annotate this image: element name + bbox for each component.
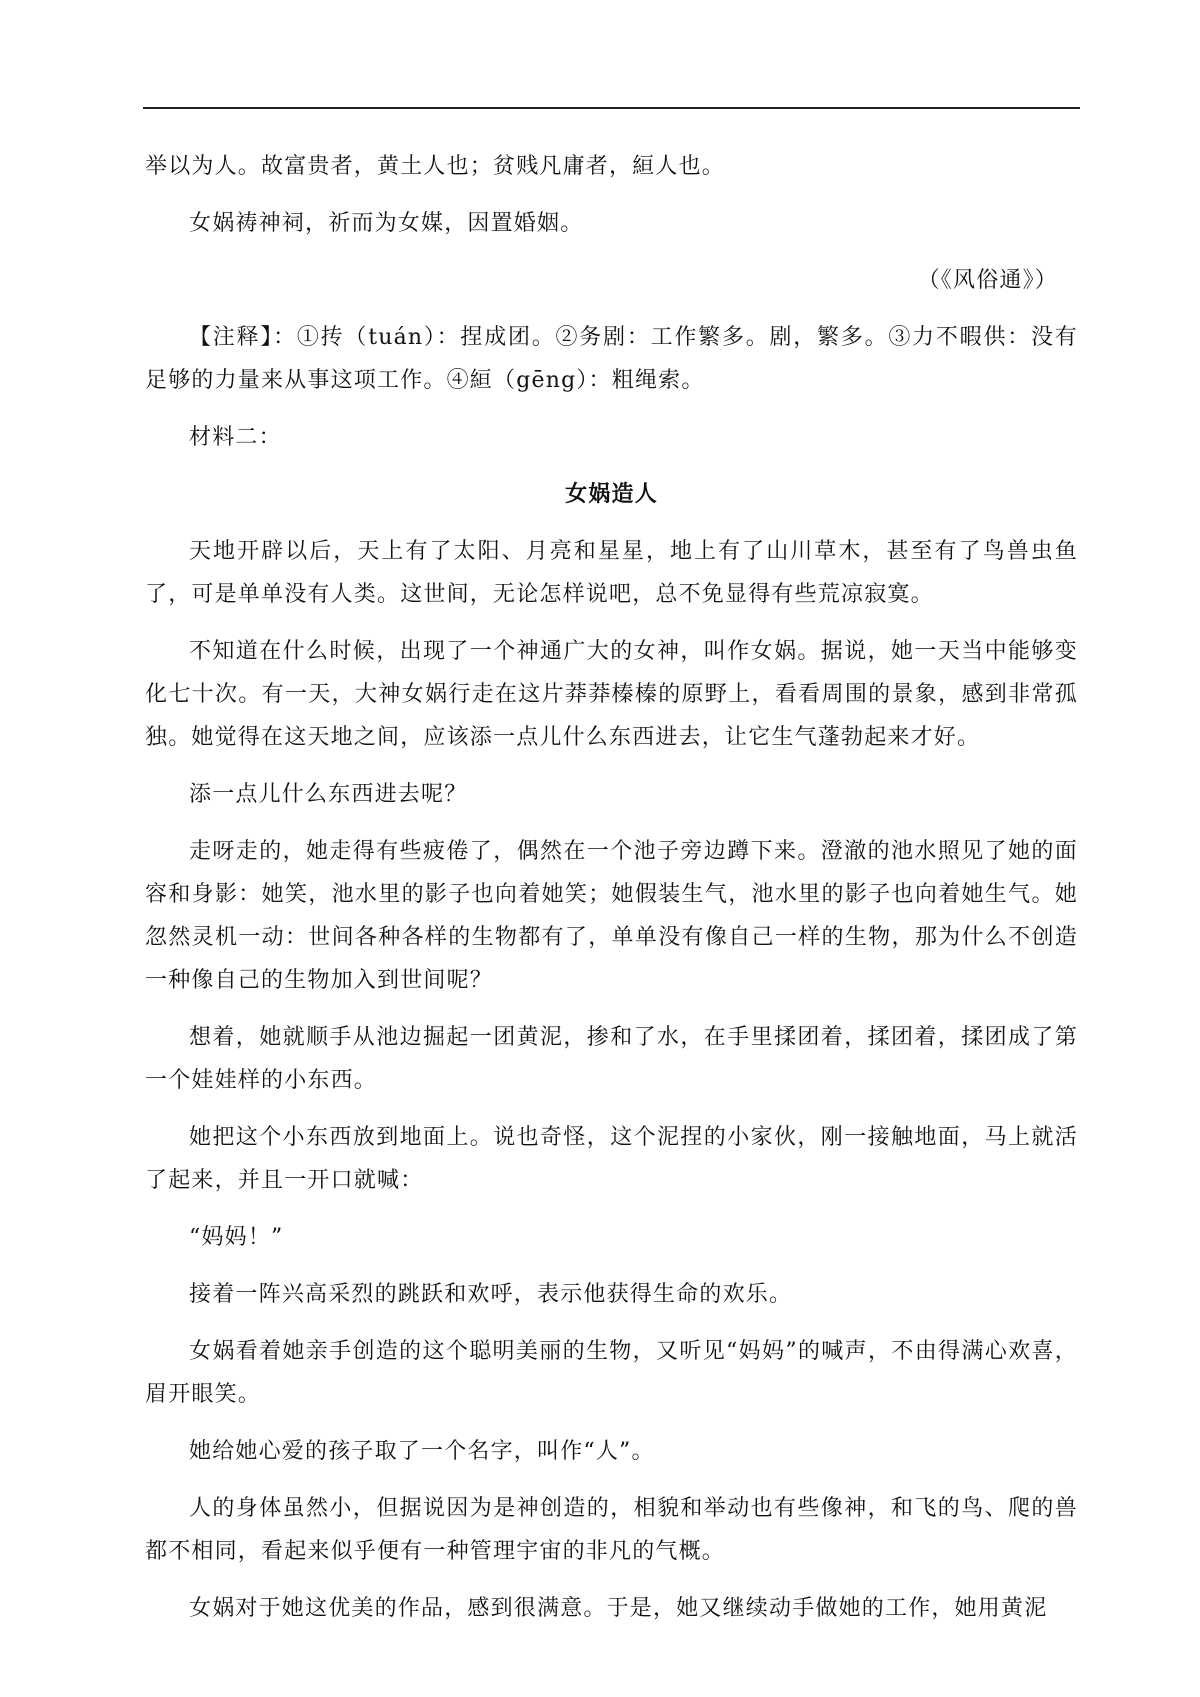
story-paragraph: 她给她心爱的孩子取了一个名字，叫作“人”。 (189, 1439, 655, 1464)
story-title: 女娲造人 (565, 482, 658, 507)
source-citation: （《风俗通》） (917, 268, 1058, 293)
story-paragraph: 不知道在什么时候，出现了一个神通广大的女神，叫作女娲。据说，她一天当中能够变化七十次。有一天，大神女娲行走在这片莽莽榛榛的原野上，看看周围的景象，感到非常孤独。她觉得在这天地之间，应该添一点儿什么东西进去，让它生气蓬勃起来才好。 (145, 639, 1078, 750)
material-two-label: 材料二： (189, 425, 282, 450)
paragraph-nuwa-marriage: 女娲祷神祠，祈而为女媒，因置婚姻。 (189, 211, 584, 236)
story-paragraph: 走呀走的，她走得有些疲倦了，偶然在一个池子旁边蹲下来。澄澈的池水照见了她的面容和身影：她笑，池水里的影子也向着她笑；她假装生气，池水里的影子也向着她生气。她忽然灵机一动：世间各种各样的生物都有了，单单没有像自己一样的生物，那为什么不创造一种像自己的生物加入到世间呢？ (145, 839, 1078, 993)
story-paragraph: 天地开辟以后，天上有了太阳、月亮和星星，地上有了山川草木，甚至有了鸟兽虫鱼了，可是单单没有人类。这世间，无论怎样说吧，总不免显得有些荒凉寂寞。 (145, 539, 1078, 607)
paragraph-continuation: 举以为人。故富贵者，黄土人也；贫贱凡庸者，絙人也。 (145, 154, 726, 179)
story-paragraph: 人的身体虽然小，但据说因为是神创造的，相貌和举动也有些像神，和飞的鸟、爬的兽都不相同，看起来似乎便有一种管理宇宙的非凡的气概。 (145, 1496, 1078, 1564)
story-paragraph: 接着一阵兴高采烈的跳跃和欢呼，表示他获得生命的欢乐。 (189, 1282, 793, 1307)
story-paragraph: 女娲对于她这优美的作品，感到很满意。于是，她又继续动手做她的工作，她用黄泥 (189, 1596, 1048, 1621)
header-rule (143, 107, 1080, 109)
annotation-notes: 【注释】：①抟（tuán）：捏成团。②务剧：工作繁多。剧，繁多。③力不暇供：没有足够的力量来从事这项工作。④絙（gēng）：粗绳索。 (145, 325, 1078, 393)
story-paragraph: “妈妈！” (189, 1225, 284, 1250)
story-paragraph: 添一点儿什么东西进去呢？ (189, 782, 468, 807)
story-paragraph: 女娲看着她亲手创造的这个聪明美丽的生物，又听见“妈妈”的喊声，不由得满心欢喜，眉开眼笑。 (145, 1339, 1078, 1407)
story-paragraph: 她把这个小东西放到地面上。说也奇怪，这个泥捏的小家伙，刚一接触地面，马上就活了起来，并且一开口就喊： (145, 1125, 1078, 1193)
story-paragraph: 想着，她就顺手从池边掘起一团黄泥，掺和了水，在手里揉团着，揉团着，揉团成了第一个娃娃样的小东西。 (145, 1025, 1078, 1093)
document-body (145, 145, 1078, 1644)
